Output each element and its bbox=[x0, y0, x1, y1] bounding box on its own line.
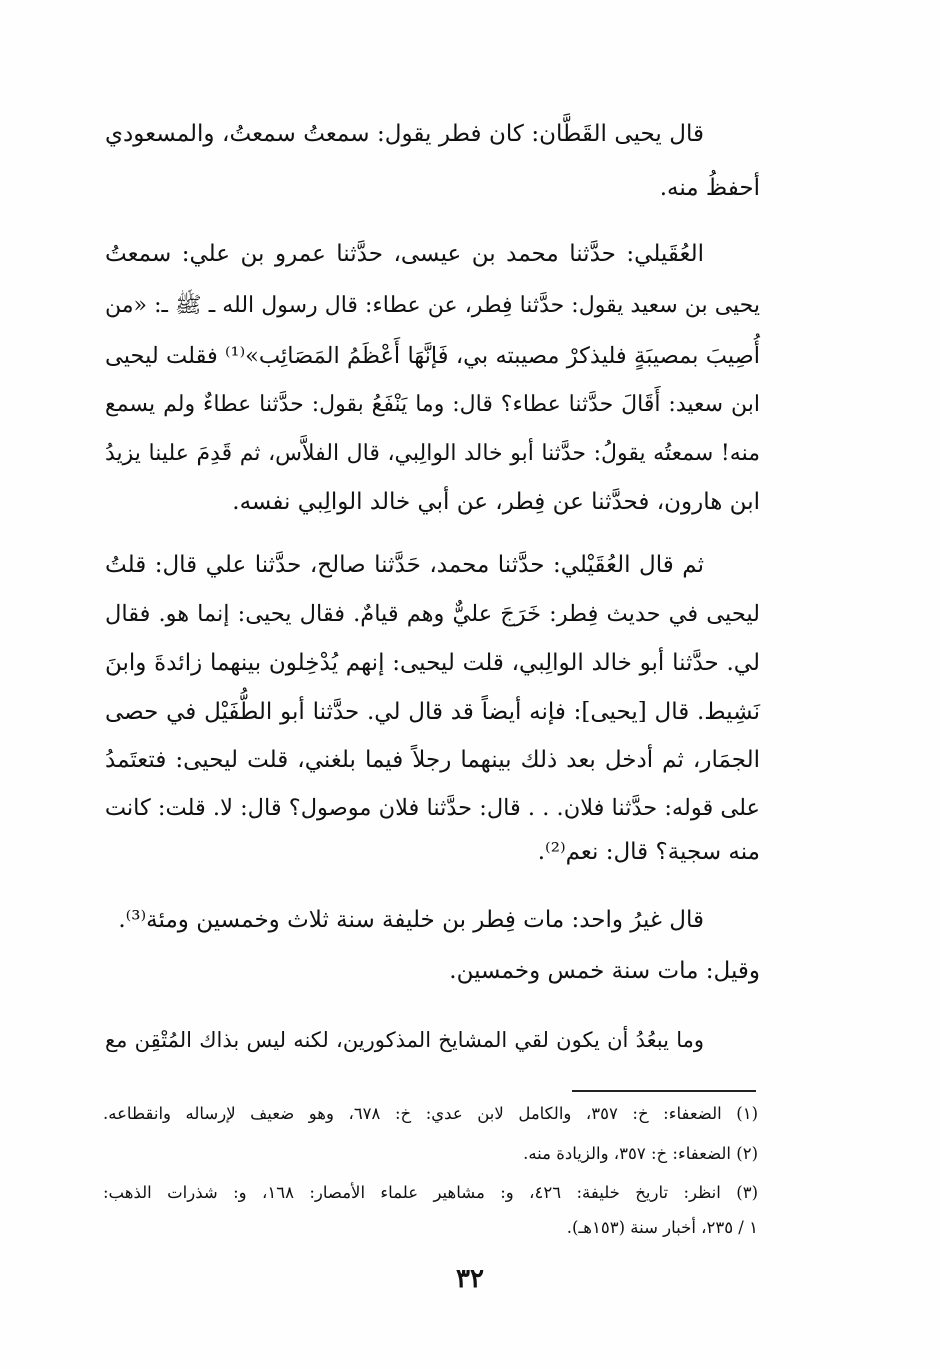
body-text-line: يحيى بن سعيد يقول: حدَّثنا فِطر، عن عطاء: قال رسول الله ـ ﷺ ـ: «من bbox=[105, 293, 760, 318]
body-text-line: منه! سمعتُه يقولُ: حدَّثنا أبو خالد الوالِبي، قال الفلاَّس، ثم قَدِمَ علينا يزيدُ bbox=[105, 441, 760, 466]
footnote-separator bbox=[572, 1090, 756, 1092]
body-text-line: أُصِيبَ بمصيبَةٍ فليذكرْ مصيبته بي، فَإنَّهَا أَعْظَمُ المَصَائِب»⁽¹⁾ فقلت ليحيى bbox=[105, 343, 760, 369]
body-text-line: أحفظُ منه. bbox=[659, 175, 760, 201]
body-text-line: العُقَيلي: حدَّثنا محمد بن عيسى، حدَّثنا عمرو بن علي: سمعتُ bbox=[105, 241, 704, 267]
body-text-line: وما يبعُدُ أن يكون لقي المشايخ المذكورين، لكنه ليس بذاك المُتْقِن مع bbox=[105, 1028, 704, 1052]
footnote-continuation: ١ / ٢٣٥، أخبار سنة (١٥٣هـ). bbox=[566, 1218, 758, 1237]
footnote: (١) الضعفاء: خ: ٣٥٧، والكامل لابن عدي: خ: ٦٧٨، وهو ضعيف لإرساله وانقطاعه. bbox=[103, 1104, 758, 1123]
body-text-line: قال يحيى القَطَّان: كان فطر يقول: سمعتُ سمعتُ، والمسعودي bbox=[105, 121, 704, 147]
body-text-line: الجمَار، ثم أدخل بعد ذلك بينهما رجلاً فيما بلغني، قلت ليحيى: فتعتَمدُ bbox=[105, 747, 760, 773]
body-text-line: لي. حدَّثنا أبو خالد الوالِبي، قلت ليحيى: إنهم يُدْخِلون بينهما زائدةَ وابنَ bbox=[105, 650, 760, 676]
body-text-line: منه سجية؟ قال: نعم⁽²⁾. bbox=[537, 839, 760, 865]
body-text-line: ثم قال العُقَيْلي: حدَّثنا محمد، حَدَّثنا صالح، حدَّثنا علي قال: قلتُ bbox=[105, 552, 704, 578]
footnote: (٣) انظر: تاريخ خليفة: ٤٢٦، و: مشاهير علماء الأمصار: ١٦٨، و: شذرات الذهب: bbox=[103, 1183, 758, 1202]
body-text-line: على قوله: حدَّثنا فلان. . . قال: حدَّثنا فلان موصول؟ قال: لا. قلت: كانت bbox=[104, 795, 760, 821]
body-text-line: نَشِيط. قال [يحيى]: فإنه أيضاً قد قال لي. حدَّثنا أبو الطُّفَيْل في حصى bbox=[105, 699, 760, 725]
body-text-line: قال غيرُ واحد: مات فِطر بن خليفة سنة ثلاث وخمسين ومئة⁽³⁾. bbox=[118, 907, 704, 933]
body-text-line: ابن سعيد: أَقَالَ حدَّثنا عطاء؟ قال: وما يَنْفَعُ بقول: حدَّثنا عطاءٌ ولم يسمع bbox=[105, 392, 760, 417]
body-text-line: وقيل: مات سنة خمس وخمسين. bbox=[449, 958, 760, 984]
body-text-line: ابن هارون، فحدَّثنا عن فِطر، عن أبي خالد الوالِبي نفسه. bbox=[232, 489, 760, 515]
body-text-line: ليحيى في حديث فِطر: خَرَجَ عليٌّ وهم قيامٌ. فقال يحيى: إنما هو. فقال bbox=[105, 601, 760, 627]
footnote: (٢) الضعفاء: خ: ٣٥٧، والزيادة منه. bbox=[523, 1144, 758, 1163]
page-number: ٣٢ bbox=[456, 1264, 484, 1294]
